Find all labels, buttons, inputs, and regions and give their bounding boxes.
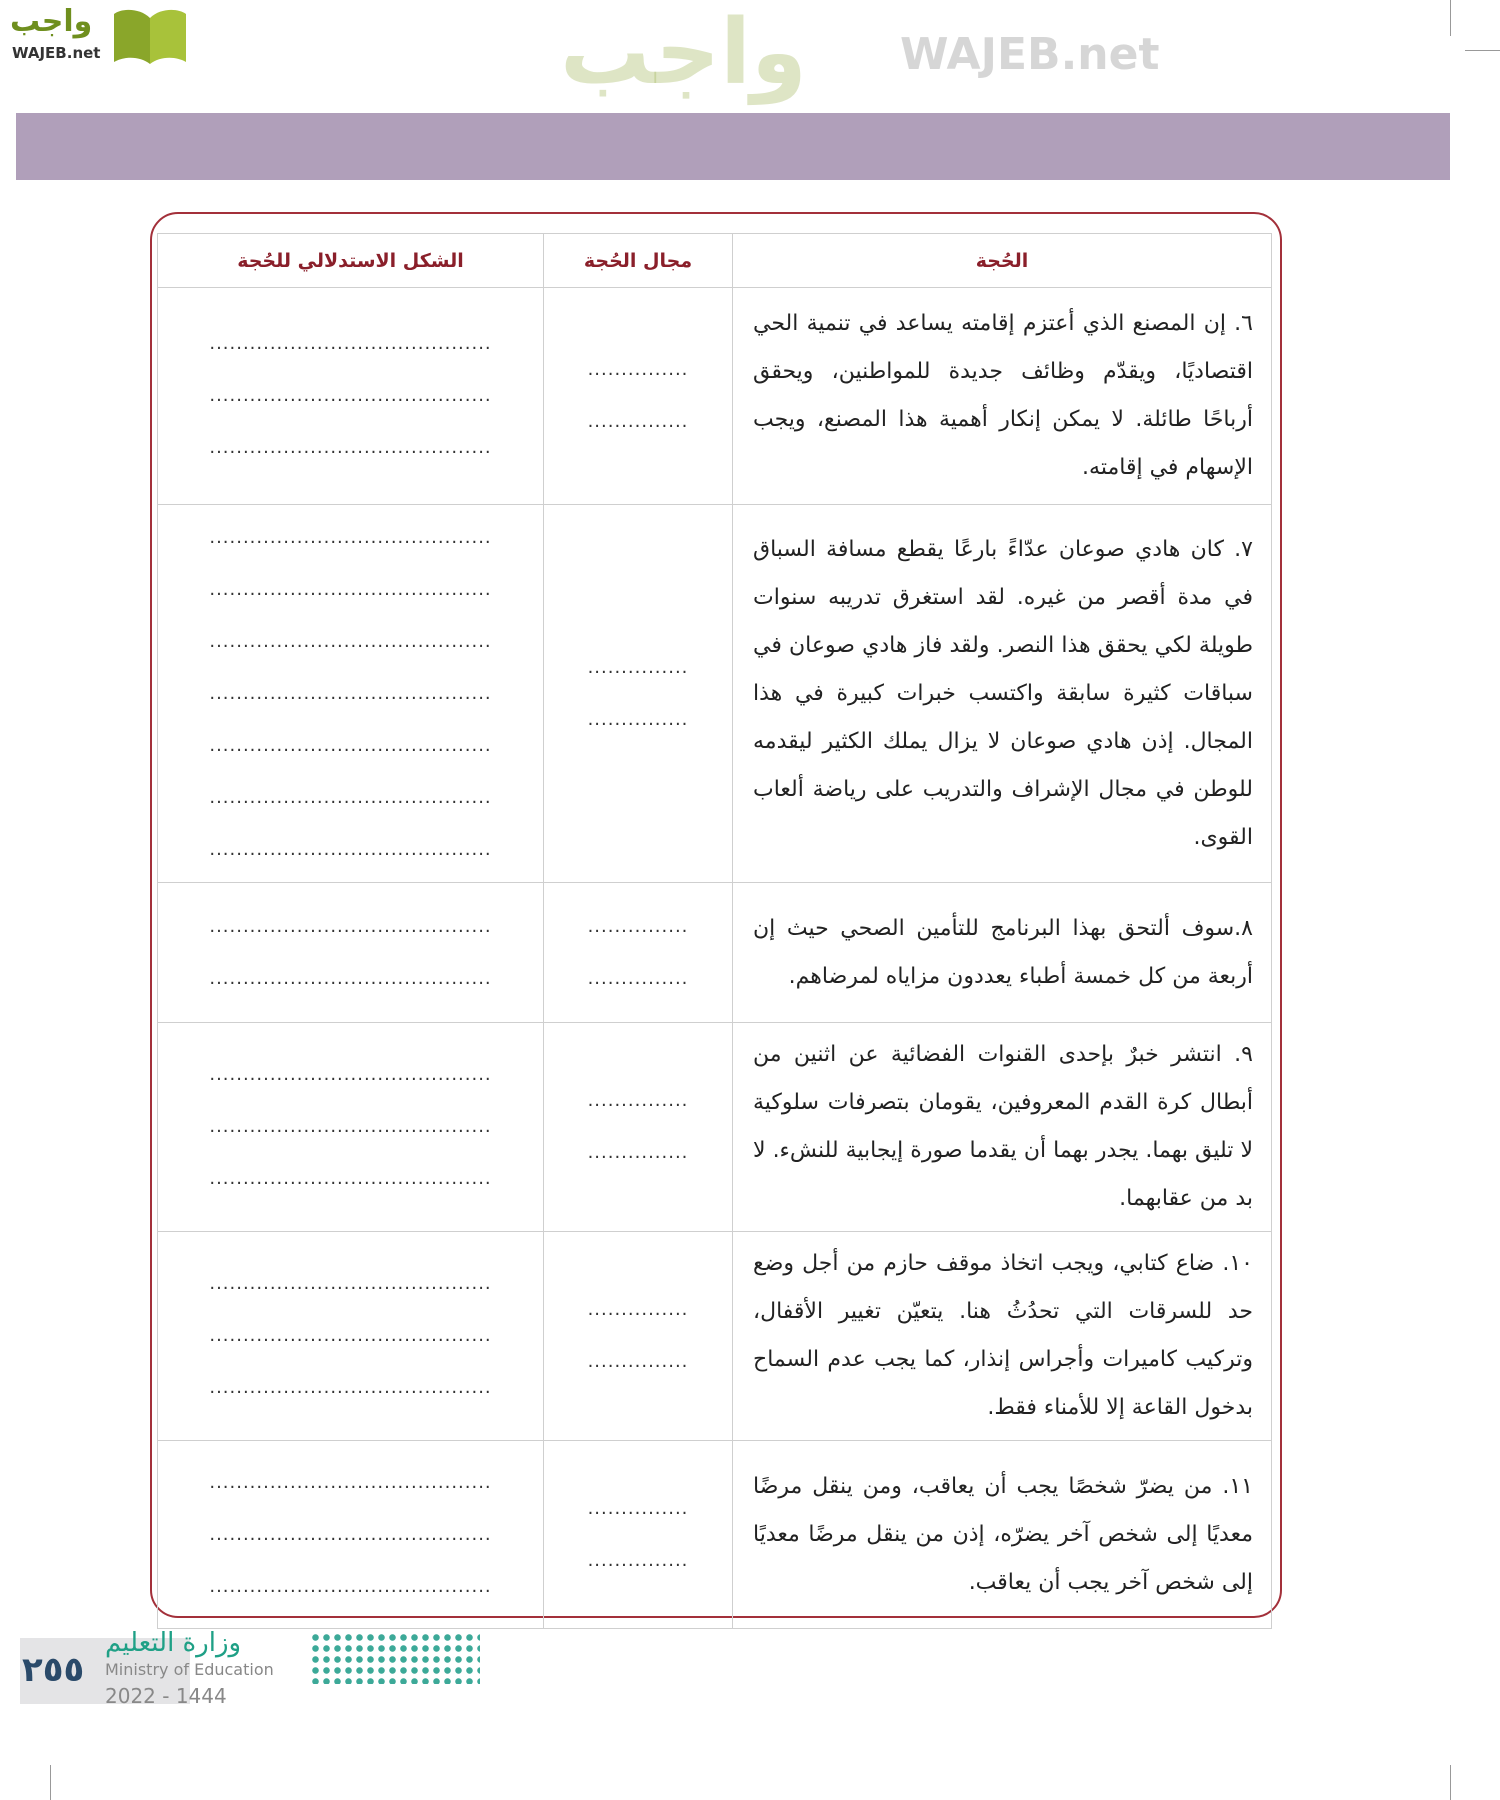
table-row (158, 1441, 1272, 1629)
form-answer-field[interactable] (158, 1441, 544, 1629)
answer-line[interactable]: .......................................... (209, 967, 492, 989)
table-row (158, 1023, 1272, 1232)
table-row (158, 883, 1272, 1023)
logo-latin: WAJEB.net (12, 44, 101, 62)
domain-answer-field[interactable] (544, 883, 733, 1023)
answer-line[interactable]: .......................................... (209, 1116, 492, 1137)
answer-line[interactable]: .......................................... (209, 1064, 492, 1085)
answer-line[interactable]: .......................................... (209, 437, 492, 458)
argument-text: ٩. انتشر خبرٌ بإحدى القنوات الفضائية عن اثنين من أبطال كرة القدم المعروفين، يقومان بتصرفات سلوكية لا تليق بهما. يجدر بهما أن يقدما صورة إيجابية للنشء. لا بد من عقابهما. (733, 1023, 1272, 1232)
answer-line[interactable]: .......................................... (209, 578, 492, 600)
ministry-english: Ministry of Education (105, 1660, 274, 1679)
answer-line[interactable]: .......................................... (209, 786, 492, 808)
answer-line[interactable]: .......................................... (209, 1575, 492, 1597)
header-argument: الحُجة (733, 234, 1272, 288)
arguments-table (157, 233, 1272, 1629)
header-form: الشكل الاستدلالي للحُجة (158, 234, 544, 288)
answer-line[interactable]: .......................................... (209, 734, 492, 756)
table-row (158, 505, 1272, 883)
crop-mark (1465, 50, 1500, 51)
answer-line[interactable]: .......................................... (209, 682, 492, 704)
wajeb-logo (10, 4, 190, 68)
argument-text: ٧. كان هادي صوعان عدّاءً بارعًا يقطع مسافة السباق في مدة أقصر من غيره. لقد استغرق تدريبه سنوات طويلة لكي يحقق هذا النصر. ولقد فاز هادي صوعان في سباقات كثيرة سابقة واكتسب خبرات كبيرة في هذا المجال. إذن هادي صوعان لا يزال يملك الكثير ليقدمه للوطن في مجال الإشراف والتدريب على رياضة ألعاب القوى. (733, 505, 1272, 883)
answer-line[interactable]: .......................................... (209, 1168, 492, 1189)
answer-line[interactable]: .......................................... (209, 526, 492, 548)
answer-line[interactable]: ............... (587, 359, 689, 380)
answer-line[interactable]: ............... (587, 1497, 689, 1519)
crop-mark (50, 1765, 51, 1800)
form-answer-field[interactable] (158, 883, 544, 1023)
answer-line[interactable]: .......................................... (209, 838, 492, 860)
answer-line[interactable]: ............... (587, 411, 689, 432)
domain-answer-field[interactable] (544, 1023, 733, 1232)
answer-line[interactable]: .......................................... (209, 1325, 492, 1346)
watermark-latin: WAJEB.net (900, 29, 1160, 80)
answer-line[interactable]: .......................................... (209, 1377, 492, 1398)
watermark: واجب (560, 0, 807, 105)
crop-mark (1450, 1765, 1451, 1800)
logo-arabic: واجب (10, 4, 93, 39)
argument-text: ١١. من يضرّ شخصًا يجب أن يعاقب، ومن ينقل مرضًا معديًا إلى شخص آخر يضرّه، إذن من ينقل مرضًا معديًا إلى شخص آخر يجب أن يعاقب. (733, 1441, 1272, 1629)
argument-text: ٨.سوف ألتحق بهذا البرنامج للتأمين الصحي حيث إن أربعة من كل خمسة أطباء يعددون مزاياه لمرضاهم. (733, 883, 1272, 1023)
form-answer-field[interactable] (158, 1232, 544, 1441)
answer-line[interactable]: ............... (587, 915, 689, 937)
form-answer-field[interactable] (158, 505, 544, 883)
answer-line[interactable]: ............... (587, 967, 689, 989)
page-number: ٢٥٥ (22, 1650, 85, 1690)
argument-text: ١٠. ضاع كتابي، ويجب اتخاذ موقف حازم من أجل وضع حد للسرقات التي تحدُثُ هنا. يتعيّن تغيير الأقفال، وتركيب كاميرات وأجراس إنذار، كما يجب عدم السماح بدخول القاعة إلا للأمناء فقط. (733, 1232, 1272, 1441)
domain-answer-field[interactable] (544, 288, 733, 505)
edition-year: 2022 - 1444 (105, 1684, 227, 1708)
answer-line[interactable]: ............... (587, 656, 689, 678)
answer-line[interactable]: ............... (587, 708, 689, 730)
form-answer-field[interactable] (158, 288, 544, 505)
answer-line[interactable]: ............... (587, 1549, 689, 1571)
header-domain: مجال الحُجة (544, 234, 733, 288)
argument-text: ٦. إن المصنع الذي أعتزم إقامته يساعد في تنمية الحي اقتصاديًا، ويقدّم وظائف جديدة للمواطنين، ويحقق أرباحًا طائلة. لا يمكن إنكار أهمية هذا المصنع، ويجب الإسهام في إقامته. (733, 288, 1272, 505)
crop-mark (1450, 0, 1451, 36)
ministry-arabic: وزارة التعليم (105, 1628, 242, 1658)
answer-line[interactable]: .......................................... (209, 385, 492, 406)
answer-line[interactable]: .......................................... (209, 333, 492, 354)
answer-line[interactable]: .......................................... (209, 915, 492, 937)
table-row (158, 1232, 1272, 1441)
answer-line[interactable]: ............... (587, 1090, 689, 1111)
domain-answer-field[interactable] (544, 505, 733, 883)
answer-line[interactable]: ............... (587, 1299, 689, 1320)
ministry-dots-logo (310, 1632, 480, 1684)
form-answer-field[interactable] (158, 1023, 544, 1232)
answer-line[interactable]: .......................................... (209, 1273, 492, 1294)
answer-line[interactable]: .......................................... (209, 630, 492, 652)
answer-line[interactable]: ............... (587, 1351, 689, 1372)
answer-line[interactable]: .......................................... (209, 1471, 492, 1493)
table-row (158, 288, 1272, 505)
answer-line[interactable]: ............... (587, 1142, 689, 1163)
book-icon (110, 6, 190, 66)
header-band (16, 113, 1450, 180)
domain-answer-field[interactable] (544, 1232, 733, 1441)
domain-answer-field[interactable] (544, 1441, 733, 1629)
answer-line[interactable]: .......................................... (209, 1523, 492, 1545)
